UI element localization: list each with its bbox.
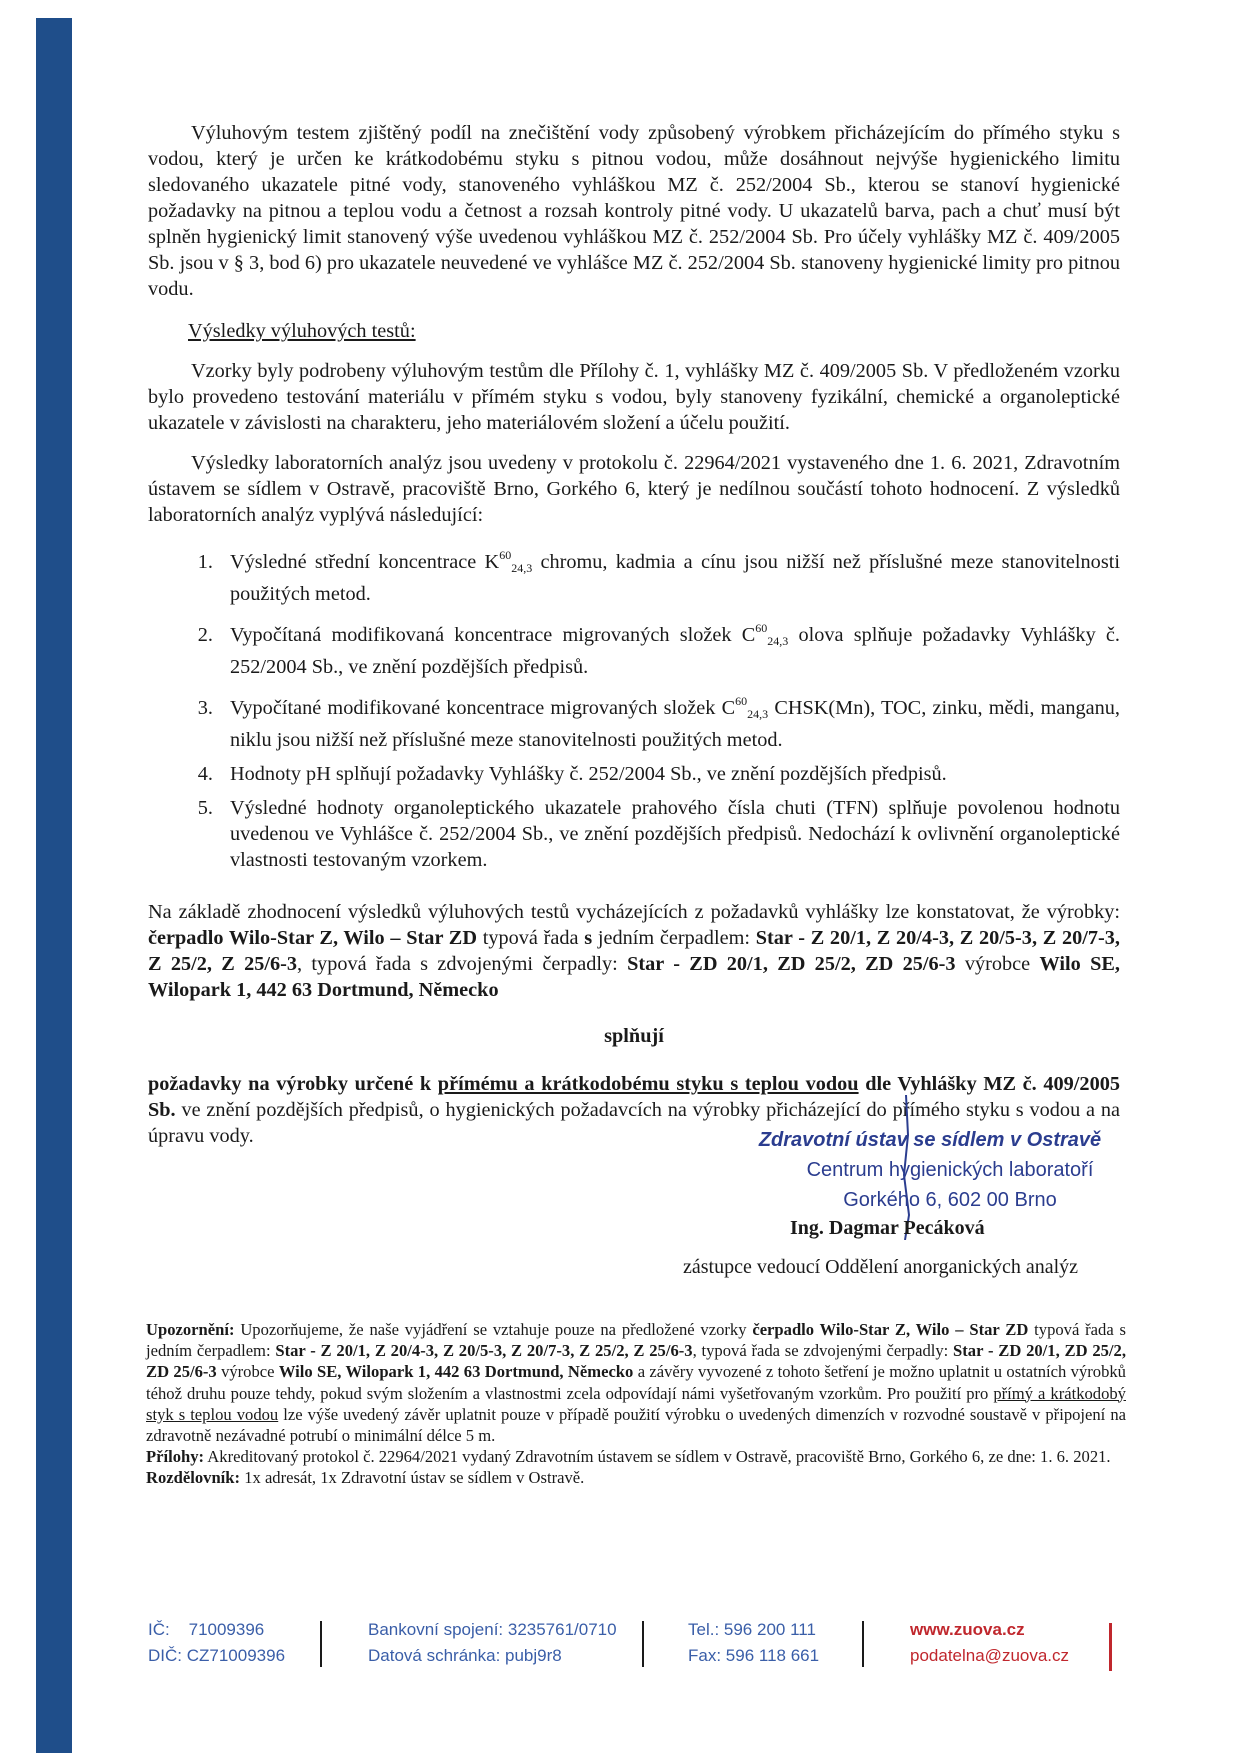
conclusion-paragraph: Na základě zhodnocení výsledků výluhových testů vycházejících z požadavků vyhlášky lze konstatovat, že výrobky: čerpadlo Wilo-Star Z, Wilo – Star ZD typová řada s jedním čerpadlem: Star - Z 20/1, Z 20/4-3, Z 20/5-3, Z 20/7-3, Z 25/2, Z 25/6-3, typová řada s zdvojenými čerpadly: Star - ZD 20/1, ZD 25/2, ZD 25/6-3 výrobce Wilo SE, Wilopark 1, 442 63 Dortmund, Německo: [148, 901, 1120, 1001]
stamp-line-2: Centrum hygienických laboratoří: [806, 1159, 1094, 1181]
verdict: splňují: [604, 1025, 664, 1047]
list-item: 4. Hodnoty pH splňují požadavky Vyhlášky č. 252/2004 Sb., ve znění pozdějších předpisů.: [218, 761, 1120, 787]
results-heading: Výsledky výluhových testů:: [188, 320, 416, 342]
notice-block: [146, 1319, 1126, 1489]
footer-databox: Datová schránka: pubj9r8: [368, 1646, 562, 1665]
footer-divider: [320, 1621, 322, 1667]
results-paragraph-1: Vzorky byly podrobeny výluhovým testům dle Přílohy č. 1, vyhlášky MZ č. 409/2005 Sb. V předloženém vzorku bylo provedeno testování materiálu v přímém styku s vodou, byly stanoveny fyzikální, chemické a organoleptické ukazatele v závislosti na charakteru, jeho materiálovém složení a účelu použití.: [148, 360, 1120, 434]
footer-phones: [688, 1617, 819, 1669]
footer-dic: DIČ: CZ71009396: [148, 1646, 286, 1665]
footer-ids: [148, 1617, 285, 1669]
stamp-line-3: Gorkého 6, 602 00 Brno: [843, 1189, 1057, 1211]
footer-bank: [368, 1617, 617, 1669]
document-body: [148, 120, 1120, 1149]
list-item: 2. Vypočítaná modifikovaná koncentrace migrovaných složek $C^{60}_{24,3}$ olova splňuje požadavky Vyhlášky č. 252/2004 Sb., ve znění pozdějších předpisů.: [218, 615, 1120, 680]
list-item: 5. Výsledné hodnoty organoleptického ukazatele prahového čísla chuti (TFN) splňuje povolenou hodnotu uvedenou ve Vyhlášce č. 252/2004 Sb., ve znění pozdějších předpisů. Nedochází k ovlivnění organoleptické vlastnosti testovaným vzorkem.: [218, 795, 1120, 873]
footer-red-accent: [1109, 1623, 1112, 1671]
stamp-line-1: Zdravotní ústav se sídlem v Ostravě: [758, 1129, 1102, 1151]
left-blue-stripe: [36, 18, 72, 1753]
footer-tel: Tel.: 596 200 111: [688, 1620, 816, 1639]
footer-bank-account: Bankovní spojení: 3235761/0710: [368, 1620, 617, 1639]
footer-divider: [862, 1621, 864, 1667]
footer-divider: [642, 1621, 644, 1667]
footer-email-link[interactable]: podatelna@zuova.cz: [910, 1646, 1070, 1665]
final-statement: požadavky na výrobky určené k přímému a krátkodobému styku s teplou vodou dle Vyhlášky MZ č. 409/2005 Sb. ve znění pozdějších předpisů, o hygienických požadavcích na výrobky přicházející do přímého styku s vodou a na úpravu vody.: [148, 1073, 1120, 1147]
distribution-paragraph: Rozdělovník: 1x adresát, 1x Zdravotní ústav se sídlem v Ostravě.: [146, 1468, 585, 1488]
attachments-paragraph: Přílohy: Akreditovaný protokol č. 22964/2021 vydaný Zdravotním ústavem se sídlem v Ostravě, pracoviště Brno, Gorkého 6, ze dne: 1. 6. 2021.: [146, 1447, 1111, 1467]
footer-website-link[interactable]: www.zuova.cz: [910, 1620, 1025, 1639]
page-footer: [148, 1617, 1128, 1677]
signer-name: Ing. Dagmar Pecáková: [790, 1217, 985, 1239]
intro-paragraph: Výluhovým testem zjištěný podíl na znečištění vody způsobený výrobkem přicházejícím do přímého styku s vodou, který je určen ke krátkodobému styku s pitnou vodou, může dosáhnout nejvýše hygienického limitu sledovaného ukazatele pitné vody, stanoveného vyhláškou MZ č. 252/2004 Sb., kterou se stanoví hygienické požadavky na pitnou a teplou vodu a četnost a rozsah kontroly pitné vody. U ukazatelů barva, pach a chuť musí být splněn hygienický limit stanovený výše uvedenou vyhláškou MZ č. 252/2004 Sb. Pro účely vyhlášky MZ č. 409/2005 Sb. jsou v § 3, bod 6) pro ukazatele neuvedené ve vyhlášce MZ č. 252/2004 Sb. stanoveny hygienické limity pro pitnou vodu.: [148, 122, 1120, 300]
results-list: [148, 542, 1120, 873]
results-paragraph-2: Výsledky laboratorních analýz jsou uvedeny v protokolu č. 22964/2021 vystaveného dne 1. 6. 2021, Zdravotním ústavem se sídlem v Ostravě, pracoviště Brno, Gorkého 6, který je nedílnou součástí tohoto hodnocení. Z výsledků laboratorních analýz vyplývá následující:: [148, 452, 1120, 526]
signer-role: zástupce vedoucí Oddělení anorganických analýz: [683, 1256, 1079, 1278]
list-item: 3. Vypočítané modifikované koncentrace migrovaných složek $C^{60}_{24,3}$ CHSK(Mn), TOC, zinku, mědi, manganu, niklu jsou nižší než příslušné meze stanovitelnosti použitých metod.: [218, 688, 1120, 753]
footer-ico: IČ: 71009396: [148, 1620, 265, 1639]
institution-stamp: [720, 1125, 1140, 1215]
notice-paragraph: Upozornění: Upozorňujeme, že naše vyjádření se vztahuje pouze na předložené vzorky čerpadlo Wilo-Star Z, Wilo – Star ZD typová řada s jedním čerpadlem: Star - Z 20/1, Z 20/4-3, Z 20/5-3, Z 20/7-3, Z 25/2, Z 25/6-3, typová řada se zdvojenými čerpadly: Star - ZD 20/1, ZD 25/2, ZD 25/6-3 výrobce Wilo SE, Wilopark 1, 442 63 Dortmund, Německo a závěry vyvozené z tohoto šetření je možno uplatnit u ostatních výrobků téhož druhu pouze tehdy, pokud svým složením a vlastnostmi zcela odpovídají námi vyšetřovaným vzorkům. Pro použití pro přímý a krátkodobý styk s teplou vodou lze výše uvedený závěr uplatnit pouze v případě použití výrobku o uvedených dimenzích v rozvodné soustavě v připojení na zdravotně nezávadné potrubí o minimální délce 5 m.: [146, 1320, 1126, 1446]
footer-web: [910, 1617, 1069, 1669]
footer-fax: Fax: 596 118 661: [688, 1646, 820, 1665]
list-item: 1. Výsledné střední koncentrace $K^{60}_{24,3}$ chromu, kadmia a cínu jsou nižší než příslušné meze stanovitelnosti použitých metod.: [218, 542, 1120, 607]
